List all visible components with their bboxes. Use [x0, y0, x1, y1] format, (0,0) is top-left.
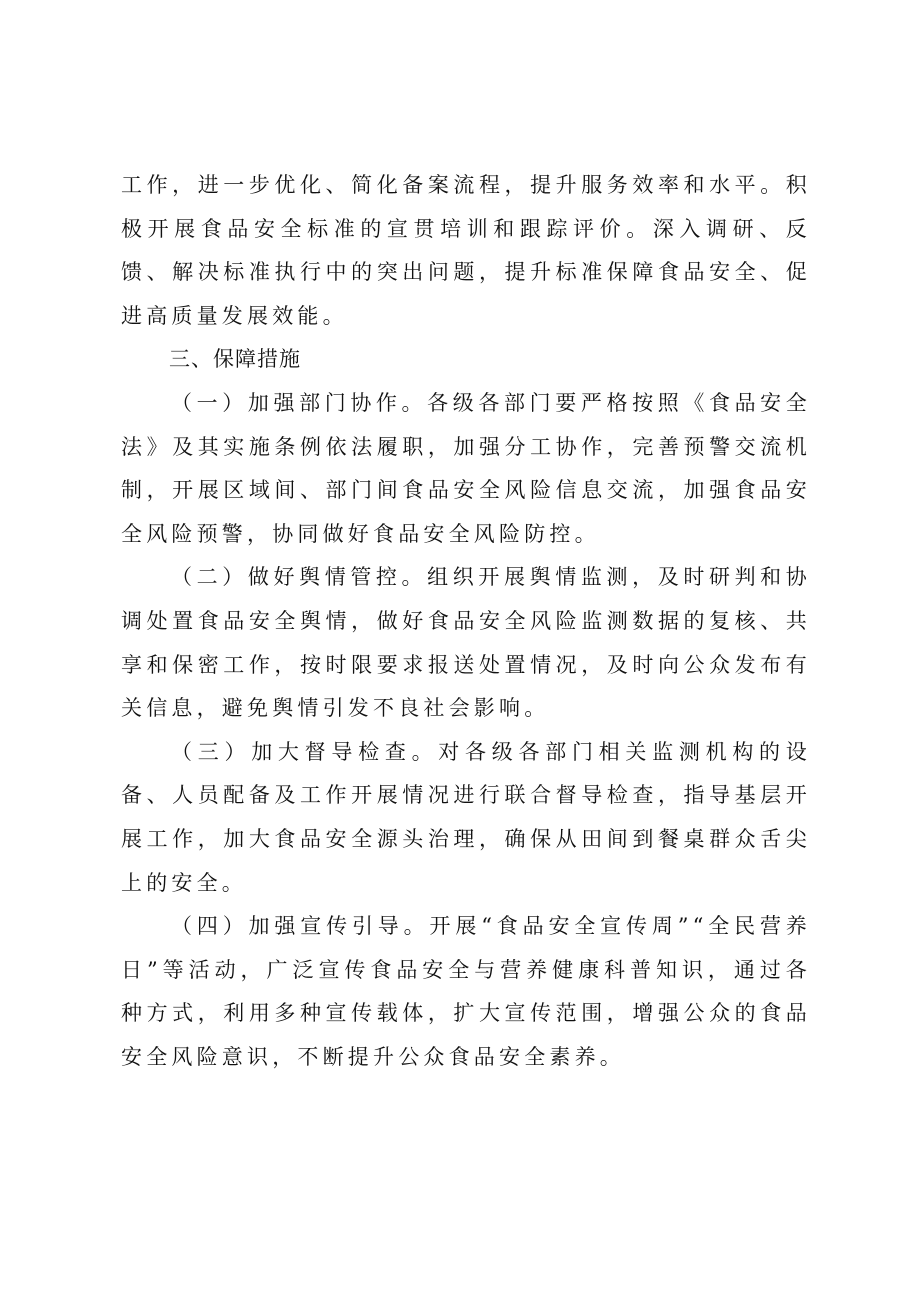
document-page — [121, 164, 811, 1079]
measure-paragraph-4: （四）加强宣传引导。开展“食品安全宣传周”“全民营养日”等活动，广泛宣传食品安全与营养健康科普知识，通过各种方式，利用多种宣传载体，扩大宣传范围，增强公众的食品安全风险意识，不断提升公众食品安全素养。 — [121, 914, 811, 1069]
section-heading: 三、保障措施 — [169, 347, 301, 372]
measure-paragraph-3: （三）加大督导检查。对各级各部门相关监测机构的设备、人员配备及工作开展情况进行联合督导检查，指导基层开展工作，加大食品安全源头治理，确保从田间到餐桌群众舌尖上的安全。 — [121, 739, 811, 895]
measure-paragraph-1: （一）加强部门协作。各级各部门要严格按照《食品安全法》及其实施条例依法履职，加强分工协作，完善预警交流机制，开展区域间、部门间食品安全风险信息交流，加强食品安全风险预警，协同做好食品安全风险防控。 — [121, 390, 811, 546]
measure-paragraph-2: （二）做好舆情管控。组织开展舆情监测，及时研判和协调处置食品安全舆情，做好食品安全风险监测数据的复核、共享和保密工作，按时限要求报送处置情况，及时向公众发布有关信息，避免舆情引发不良社会影响。 — [121, 565, 811, 721]
continuation-paragraph: 工作，进一步优化、简化备案流程，提升服务效率和水平。积极开展食品安全标准的宣贯培训和跟踪评价。深入调研、反馈、解决标准执行中的突出问题，提升标准保障食品安全、促进高质量发展效能。 — [121, 173, 811, 328]
